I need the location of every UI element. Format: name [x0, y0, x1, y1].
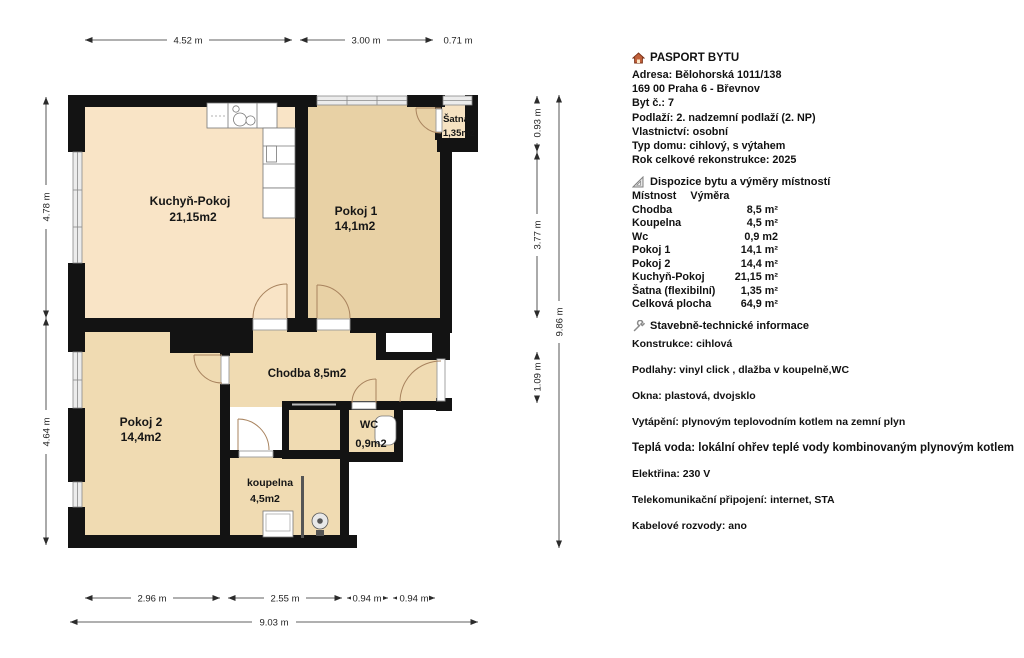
dim-bottom-1: 2.96 m: [137, 593, 167, 605]
tech-line: Telekomunikační připojení: internet, STA: [632, 494, 835, 506]
dim-right-2: 3.77 m: [532, 220, 544, 250]
door-frame-pokoj1: [317, 319, 350, 330]
door-arc-koupelna: [238, 419, 269, 450]
address-line: Adresa: Bělohorská 1011/138: [632, 69, 782, 81]
dim-right-1: 0.93 m: [532, 108, 544, 138]
room-area-koupelna: 4,5m2: [250, 493, 280, 505]
tech-line: Okna: plastová, dvojsklo: [632, 390, 756, 402]
dim-left-1: 4.78 m: [41, 192, 53, 222]
rooms-table-header: [632, 190, 1024, 204]
rooms-section-title-row: [632, 176, 1024, 188]
table-row: Chodba 8,5 m²: [632, 203, 778, 216]
dim-top-1: 4.52 m: [173, 35, 203, 47]
tech-line: Konstrukce: cihlová: [632, 338, 733, 350]
table-row: Šatna (flexibilní) 1,35 m²: [632, 284, 778, 297]
table-row: Koupelna 4,5 m²: [632, 217, 778, 229]
room-entry-nook: [380, 358, 442, 405]
table-row: Pokoj 2 14,4 m²: [632, 257, 778, 270]
tech-line: Kabelové rozvody: ano: [632, 520, 747, 532]
dim-bottom-3: 0.94 m: [352, 593, 382, 605]
door-frame-satna: [436, 109, 442, 132]
stove-icon: [267, 146, 277, 162]
door-frame-wc: [352, 402, 376, 409]
tech-line: Elektřina: 230 V: [632, 468, 711, 480]
dim-left-2: 4.64 m: [41, 417, 53, 447]
table-row: Kuchyň-Pokoj 21,15 m²: [632, 271, 778, 283]
address-line: Byt č.: 7: [632, 97, 675, 110]
washbasin-icon: [263, 511, 293, 537]
table-row: Celková plocha 64,9 m²: [632, 298, 778, 310]
room-label-wc: WC: [359, 419, 379, 431]
tech-line: Vytápění: plynovým teplovodním kotlem na zemní plyn: [632, 416, 906, 428]
dim-top-3: 0.71 m: [443, 35, 473, 47]
table-row: Pokoj 1 14,1 m²: [632, 244, 778, 256]
dim-right-3: 1.09 m: [532, 362, 544, 392]
dim-bottom-4: 0.94 m: [399, 593, 429, 605]
header-section: [632, 52, 1024, 167]
tech-line: Teplá voda: lokální ohřev teplé vody kombinovaným plynovým kotlem: [632, 442, 1014, 454]
col-area: Výměra: [690, 190, 730, 202]
tech-line: Podlahy: vinyl click , dlažba v koupelně,WC: [632, 364, 850, 376]
col-room: Místnost: [632, 190, 677, 202]
tech-section-title: Stavebně-technické informace: [650, 320, 809, 332]
dim-bottom-5: 9.03 m: [259, 617, 289, 629]
table-row: Wc 0,9 m2: [632, 230, 778, 243]
rooms-section: [632, 176, 1024, 312]
tech-section-title-row: [632, 320, 1024, 332]
tech-section: [632, 320, 1024, 546]
room-area-pokoj2: 14,4m2: [120, 430, 162, 444]
address-line: Typ domu: cihlový, s výtahem: [632, 140, 786, 153]
dim-right-4: 9.86 m: [554, 307, 566, 337]
set-square-icon: [632, 176, 645, 188]
room-area-pokoj1: 14,1m2: [334, 219, 376, 233]
door-frame-kuchyn: [253, 319, 287, 330]
room-area-wc: 0,9m2: [355, 438, 387, 450]
door-frame-koupelna: [239, 451, 273, 457]
room-label-satna: Šatna: [443, 114, 469, 125]
room-area-satna: 1,35m2: [442, 128, 476, 139]
room-flex-satna: [284, 405, 344, 455]
shower-partition: [301, 476, 304, 538]
house-icon: [632, 52, 645, 64]
room-label-chodba: Chodba 8,5m2: [267, 368, 347, 380]
address-line: Rok celkové rekonstrukce: 2025: [632, 154, 797, 167]
room-label-pokoj1: Pokoj 1: [334, 204, 378, 218]
page-title-row: [632, 52, 1024, 64]
room-label-kuchyn: Kuchyň-Pokoj: [149, 194, 231, 208]
address-line: 169 00 Praha 6 - Břevnov: [632, 83, 760, 96]
wrench-icon: [632, 320, 645, 332]
dim-top-2: 3.00 m: [351, 35, 381, 47]
room-label-pokoj2: Pokoj 2: [119, 415, 163, 429]
sink-icon: [233, 106, 239, 112]
room-area-kuchyn: 21,15m2: [169, 210, 217, 224]
room-label-koupelna: koupelna: [246, 477, 294, 489]
address-line: Vlastnictví: osobní: [632, 125, 728, 138]
page-title: PASPORT BYTU: [650, 52, 740, 64]
door-frame-pokoj2: [221, 356, 229, 384]
dim-bottom-2: 2.55 m: [270, 593, 300, 605]
address-line: Podlaží: 2. nadzemní podlaží (2. NP): [632, 111, 816, 124]
door-frame-entrance: [437, 359, 445, 401]
rooms-section-title: Dispozice bytu a výměry místností: [650, 176, 831, 188]
